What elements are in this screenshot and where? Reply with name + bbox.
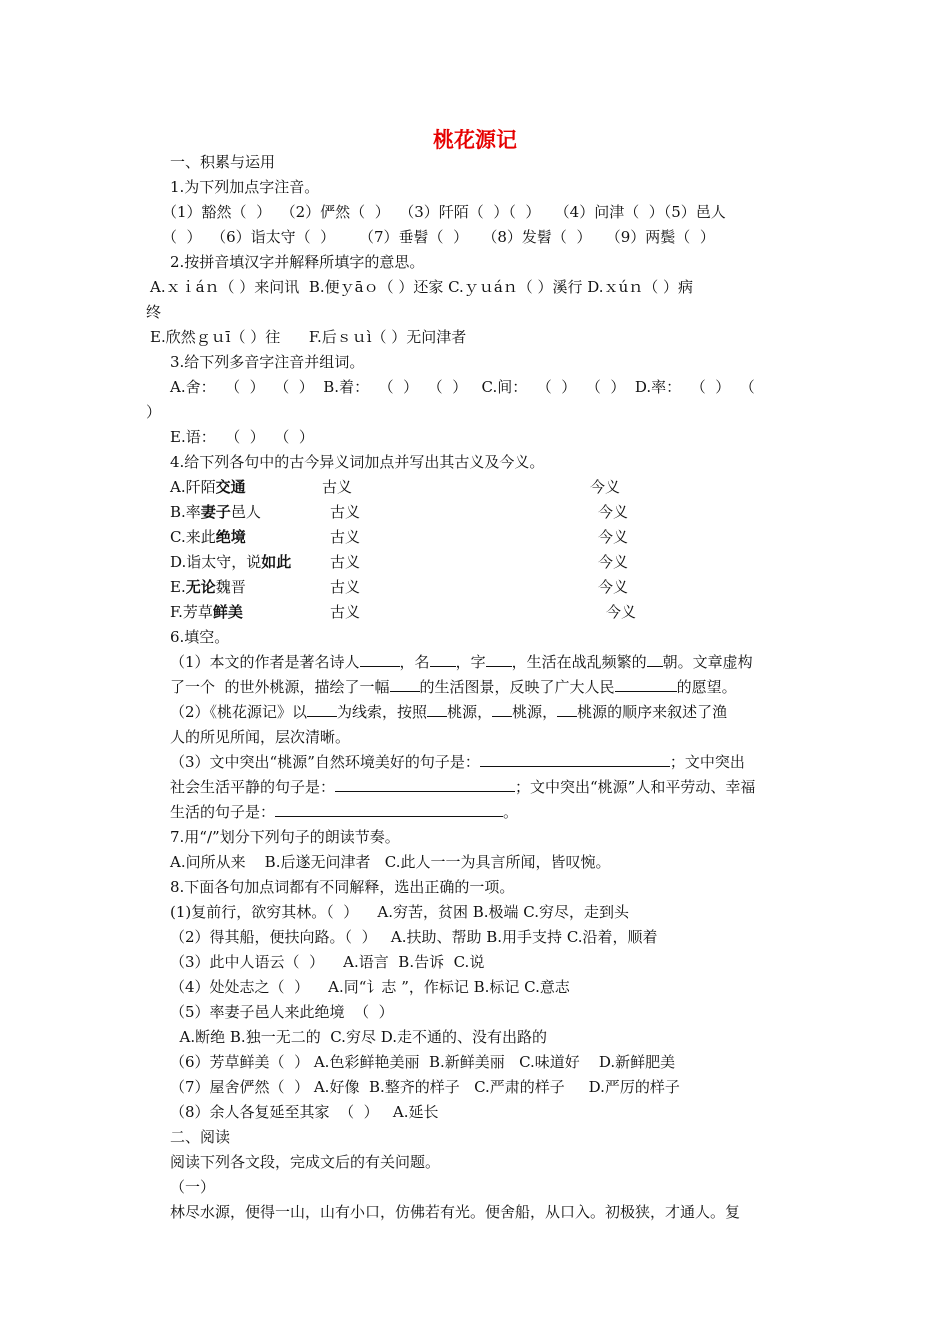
row-d-prefix: D.诣太守，说: [170, 553, 262, 571]
fill-text: 了一个 的世外桃源，描绘了一幅: [170, 678, 390, 696]
row-b-new-meaning-label: 今义: [598, 503, 629, 521]
fill-text: 朝。文章虚构: [662, 653, 753, 671]
fill-blank[interactable]: [557, 702, 577, 717]
question-4-row-b: [170, 502, 261, 522]
question-4-row-d: [170, 552, 291, 572]
question-8-item: （4）处处志之（ ） A.同“讠志 ”，作标记 B.标记 C.意志: [170, 978, 570, 996]
question-6-part-3-line-1: [170, 752, 745, 772]
question-2-stem: 2.按拼音填汉字并解释所填字的意思。: [170, 253, 425, 271]
question-6-part-1-line-2: [170, 677, 737, 697]
fill-text: （1）本文的作者是著名诗人: [170, 653, 360, 671]
page-title: 桃花源记: [433, 128, 517, 152]
row-f-prefix: F.芳草: [170, 603, 213, 621]
fill-blank[interactable]: [615, 677, 677, 692]
question-1-line-1: （1）豁然（ ） （2）俨然（ ） （3）阡陌（ ）（ ） （4）问津（ ）（5）邑人: [162, 203, 726, 221]
row-e-term: 无论: [185, 578, 216, 596]
question-4-row-a: [170, 477, 246, 497]
question-8-item: （2）得其船，便扶向路。（ ） A.扶助、帮助 B.用手支持 C.沿着，顺着: [170, 928, 658, 946]
fill-text: ，生活在战乱频繁的: [511, 653, 647, 671]
section-heading-2: 二、阅读: [170, 1128, 231, 1146]
question-7-stem: 7.用“/”划分下列句子的朗读节奏。: [170, 828, 400, 846]
question-8-item: （7）屋舍俨然（ ） A.好像 B.整齐的样子 C.严肃的样子 D.严厉的样子: [170, 1078, 680, 1096]
fill-text: 为线索，按照: [337, 703, 428, 721]
question-8-item: （5）率妻子邑人来此绝境 （ ）: [170, 1003, 394, 1021]
reading-intro: 阅读下列各文段，完成文后的有关问题。: [170, 1153, 441, 1171]
question-8-item: A.断绝 B.独一无二的 C.穷尽 D.走不通的、没有出路的: [170, 1028, 547, 1046]
row-c-prefix: C.来此: [170, 528, 216, 546]
fill-text: （3）文中突出“桃源”自然环境美好的句子是：: [170, 753, 480, 771]
question-3-line-1: A.舍： （ ） （ ） B.着： （ ） （ ） C.间： （ ） （ ） D.率： （ ） （: [170, 378, 755, 396]
row-f-new-meaning-label: 今义: [606, 603, 637, 621]
fill-text: 。: [503, 803, 519, 821]
question-6-stem: 6.填空。: [170, 628, 230, 646]
fill-text: 桃源，: [447, 703, 493, 721]
section-heading-1: 一、积累与运用: [170, 153, 276, 171]
question-4-row-f: [170, 602, 243, 622]
row-a-term: 交通: [215, 478, 246, 496]
fill-blank[interactable]: [335, 777, 515, 792]
row-e-old-meaning-label: 古义: [330, 578, 361, 596]
question-2-line-1: A.ｘｉáｎ（ ）来问讯 B.便ｙāｏ（ ）还家 C.ｙｕáｎ（ ）溪行 D.ｘúｎ（ ）病: [150, 278, 693, 296]
question-4-row-e: [170, 577, 246, 597]
fill-blank[interactable]: [486, 652, 512, 667]
row-d-term: 如此: [261, 553, 292, 571]
question-4-row-c: [170, 527, 246, 547]
row-c-term: 绝境: [215, 528, 246, 546]
fill-blank[interactable]: [360, 652, 400, 667]
question-6-part-2-line-2: 人的所见所闻，层次清晰。: [170, 728, 351, 746]
question-3-stem: 3.给下列多音字注音并组词。: [170, 353, 365, 371]
question-6-part-1-line-1: [170, 652, 753, 672]
fill-blank[interactable]: [647, 652, 663, 667]
row-f-term: 鲜美: [212, 603, 243, 621]
row-b-old-meaning-label: 古义: [330, 503, 361, 521]
fill-blank[interactable]: [492, 702, 512, 717]
question-8-item: （6）芳草鲜美（ ） A.色彩鲜艳美丽 B.新鲜美丽 C.味道好 D.新鲜肥美: [170, 1053, 676, 1071]
question-8-item: （3）此中人语云（ ） A.语言 B.告诉 C.说: [170, 953, 485, 971]
fill-text: ；文中突出: [669, 753, 745, 771]
fill-text: 的愿望。: [676, 678, 737, 696]
question-6-part-3-line-3: [170, 802, 518, 822]
reading-passage-line: 林尽水源，便得一山，山有小口，仿佛若有光。便舍船，从口入。初极狭，才通人。复: [170, 1203, 741, 1221]
fill-text: 桃源的顺序来叙述了渔: [577, 703, 728, 721]
row-d-new-meaning-label: 今义: [598, 553, 629, 571]
question-1-stem: 1.为下列加点字注音。: [170, 178, 320, 196]
reading-part-label: （一）: [170, 1178, 216, 1196]
question-7-line-1: A.问所从来 B.后遂无问津者 C.此人一一为具言所闻，皆叹惋。: [170, 853, 611, 871]
fill-text: 的生活图景，反映了广大人民: [419, 678, 615, 696]
row-f-old-meaning-label: 古义: [330, 603, 361, 621]
question-6-part-2-line-1: [170, 702, 727, 722]
question-2-line-3: E.欣然ｇｕī（ ）往 F.后ｓｕì（ ）无问津者: [150, 328, 467, 346]
row-c-old-meaning-label: 古义: [330, 528, 361, 546]
question-8-item: （8）余人各复延至其家 （ ） A.延长: [170, 1103, 439, 1121]
question-3-line-2: ）: [146, 403, 162, 421]
row-e-prefix: E.: [170, 578, 186, 596]
row-b-term: 妻子: [200, 503, 231, 521]
fill-blank[interactable]: [480, 752, 670, 767]
fill-blank[interactable]: [430, 652, 456, 667]
question-2-line-2: 终: [146, 303, 162, 321]
fill-text: 桃源，: [512, 703, 558, 721]
fill-blank[interactable]: [307, 702, 337, 717]
question-1-line-2: （ ） （6）诣太守（ ） （7）垂髫（ ） （8）发髫（ ） （9）两鬓（ ）: [162, 228, 715, 246]
question-6-part-3-line-2: [170, 777, 755, 797]
fill-text: ；文中突出“桃源”人和平劳动、幸福: [515, 778, 756, 796]
fill-text: 生活的句子是：: [170, 803, 276, 821]
row-a-new-meaning-label: 今义: [590, 478, 621, 496]
row-b-prefix: B.率: [170, 503, 201, 521]
row-a-old-meaning-label: 古义: [322, 478, 353, 496]
question-3-line-3: E.语： （ ） （ ）: [170, 428, 314, 446]
fill-text: （2）《桃花源记》以: [170, 703, 308, 721]
fill-blank[interactable]: [427, 702, 447, 717]
fill-text: ，名: [399, 653, 430, 671]
fill-blank[interactable]: [275, 802, 503, 817]
row-c-new-meaning-label: 今义: [598, 528, 629, 546]
fill-blank[interactable]: [390, 677, 420, 692]
fill-text: 社会生活平静的句子是：: [170, 778, 336, 796]
fill-text: ，字: [455, 653, 486, 671]
row-e-suffix: 魏晋: [215, 578, 246, 596]
row-b-suffix: 邑人: [230, 503, 261, 521]
row-d-old-meaning-label: 古义: [330, 553, 361, 571]
question-8-stem: 8.下面各句加点词都有不同解释，选出正确的一项。: [170, 878, 515, 896]
row-a-prefix: A.阡陌: [170, 478, 216, 496]
row-e-new-meaning-label: 今义: [598, 578, 629, 596]
question-8-item: (1)复前行，欲穷其林。（ ） A.穷苦，贫困 B.极端 C.穷尽，走到头: [170, 903, 629, 921]
question-4-stem: 4.给下列各句中的古今异义词加点并写出其古义及今义。: [170, 453, 545, 471]
